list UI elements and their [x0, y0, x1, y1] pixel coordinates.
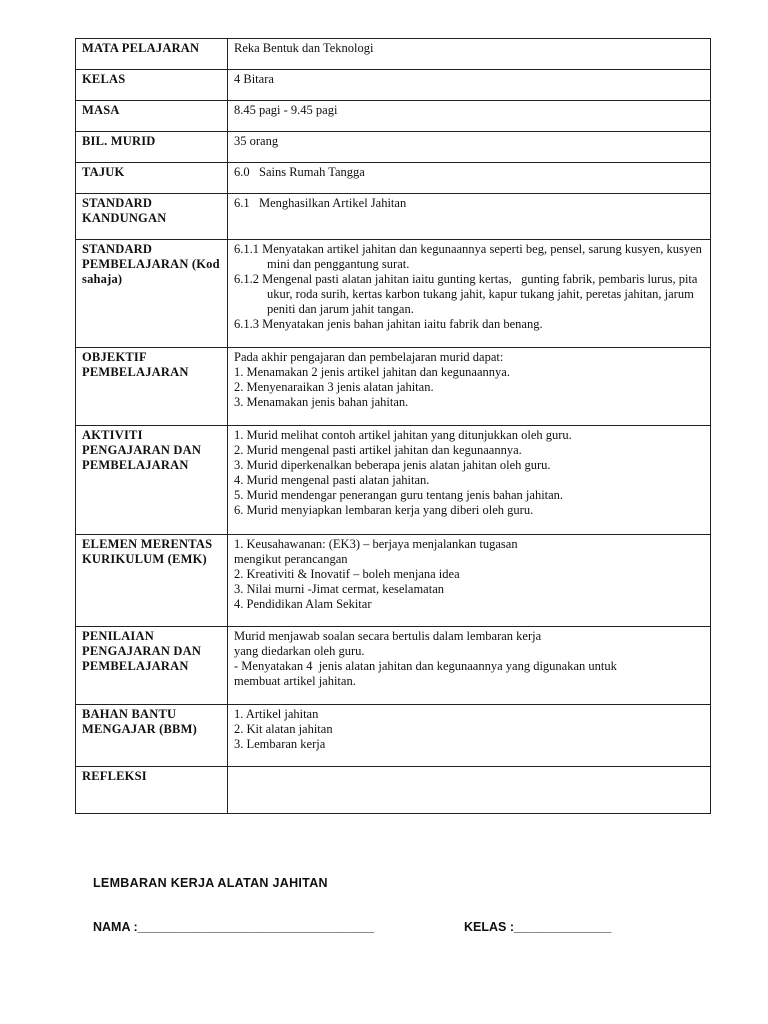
value-line: 5. Murid mendengar penerangan guru tentang jenis bahan jahitan. [234, 488, 564, 502]
class-field[interactable]: KELAS :______________ [464, 920, 612, 934]
row-value [228, 101, 711, 132]
row-label: MASA [76, 101, 228, 132]
value-item: 6.1.2 Mengenal pasti alatan jahitan iaitu gunting kertas, gunting fabrik, pembaris lurus, pita ukur, roda surih, kertas karbon tukang jahit, kapur tukang jahit, peretas jahitan, jarum peniti dan jarum jahit tangan. [234, 272, 701, 316]
table-row [76, 348, 711, 426]
value-line: mengikut perancangan [234, 552, 348, 566]
table-row [76, 240, 711, 348]
table-row [76, 767, 711, 814]
table-row [76, 39, 711, 70]
reflection-field[interactable] [228, 767, 711, 814]
row-label: MATA PELAJARAN [76, 39, 228, 70]
row-label: OBJEKTIF PEMBELAJARAN [76, 348, 228, 426]
value-line: 2. Kreativiti & Inovatif – boleh menjana idea [234, 567, 460, 581]
row-label: BIL. MURID [76, 132, 228, 163]
table-row [76, 132, 711, 163]
row-value [228, 163, 711, 194]
value-line: - Menyatakan 4 jenis alatan jahitan dan kegunaannya yang digunakan untuk [234, 659, 617, 673]
value-line: yang diedarkan oleh guru. [234, 644, 365, 658]
row-label: STANDARD KANDUNGAN [76, 194, 228, 240]
value-line: membuat artikel jahitan. [234, 674, 356, 688]
value-line: 3. Menamakan jenis bahan jahitan. [234, 395, 409, 409]
table-row [76, 705, 711, 767]
row-value [228, 132, 711, 163]
value-line: 6.1 Menghasilkan Artikel Jahitan [234, 196, 407, 210]
table-row [76, 101, 711, 132]
value-line: Pada akhir pengajaran dan pembelajaran murid dapat: [234, 350, 504, 364]
row-value [228, 39, 711, 70]
value-line: 2. Murid mengenal pasti artikel jahitan dan kegunaannya. [234, 443, 522, 457]
value-line: 4. Pendidikan Alam Sekitar [234, 597, 372, 611]
row-label: BAHAN BANTU MENGAJAR (BBM) [76, 705, 228, 767]
value-line: 6. Murid menyiapkan lembaran kerja yang diberi oleh guru. [234, 503, 534, 517]
row-value [228, 426, 711, 535]
value-line: 8.45 pagi - 9.45 pagi [234, 103, 338, 117]
row-label: PENILAIAN PENGAJARAN DAN PEMBELAJARAN [76, 627, 228, 705]
lesson-plan-table [75, 38, 711, 814]
row-value [228, 70, 711, 101]
value-line: 1. Menamakan 2 jenis artikel jahitan dan kegunaannya. [234, 365, 510, 379]
value-line: 6.0 Sains Rumah Tangga [234, 165, 365, 179]
row-value [228, 240, 711, 348]
table-row [76, 535, 711, 627]
row-value [228, 627, 711, 705]
value-line: 1. Artikel jahitan [234, 707, 319, 721]
row-value [228, 194, 711, 240]
row-label: ELEMEN MERENTAS KURIKULUM (EMK) [76, 535, 228, 627]
row-label: TAJUK [76, 163, 228, 194]
value-line: 1. Keusahawanan: (EK3) – berjaya menjalankan tugasan [234, 537, 518, 551]
value-line: Reka Bentuk dan Teknologi [234, 41, 374, 55]
row-label: STANDARD PEMBELAJARAN (Kod sahaja) [76, 240, 228, 348]
row-label: AKTIVITI PENGAJARAN DAN PEMBELAJARAN [76, 426, 228, 535]
name-field[interactable]: NAMA :__________________________________ [93, 920, 375, 934]
value-line: 4 Bitara [234, 72, 274, 86]
row-label: REFLEKSI [76, 767, 228, 814]
row-value [228, 348, 711, 426]
value-item: 6.1.3 Menyatakan jenis bahan jahitan iaitu fabrik dan benang. [234, 317, 543, 331]
value-line: 3. Nilai murni -Jimat cermat, keselamatan [234, 582, 444, 596]
value-line: 3. Lembaran kerja [234, 737, 326, 751]
value-line: 1. Murid melihat contoh artikel jahitan yang ditunjukkan oleh guru. [234, 428, 572, 442]
row-label: KELAS [76, 70, 228, 101]
table-row [76, 163, 711, 194]
value-item: 6.1.1 Menyatakan artikel jahitan dan kegunaannya seperti beg, pensel, sarung kusyen, kusyen mini dan penggantung surat. [234, 242, 702, 271]
row-value [228, 535, 711, 627]
value-line: 2. Menyenaraikan 3 jenis alatan jahitan. [234, 380, 434, 394]
table-row [76, 70, 711, 101]
table-row [76, 627, 711, 705]
value-line: 2. Kit alatan jahitan [234, 722, 333, 736]
row-value [228, 705, 711, 767]
table-row [76, 194, 711, 240]
value-line: 4. Murid mengenal pasti alatan jahitan. [234, 473, 430, 487]
value-line: 35 orang [234, 134, 279, 148]
worksheet-title: LEMBARAN KERJA ALATAN JAHITAN [93, 876, 328, 890]
value-line: 3. Murid diperkenalkan beberapa jenis alatan jahitan oleh guru. [234, 458, 551, 472]
table-row [76, 426, 711, 535]
value-line: Murid menjawab soalan secara bertulis dalam lembaran kerja [234, 629, 542, 643]
